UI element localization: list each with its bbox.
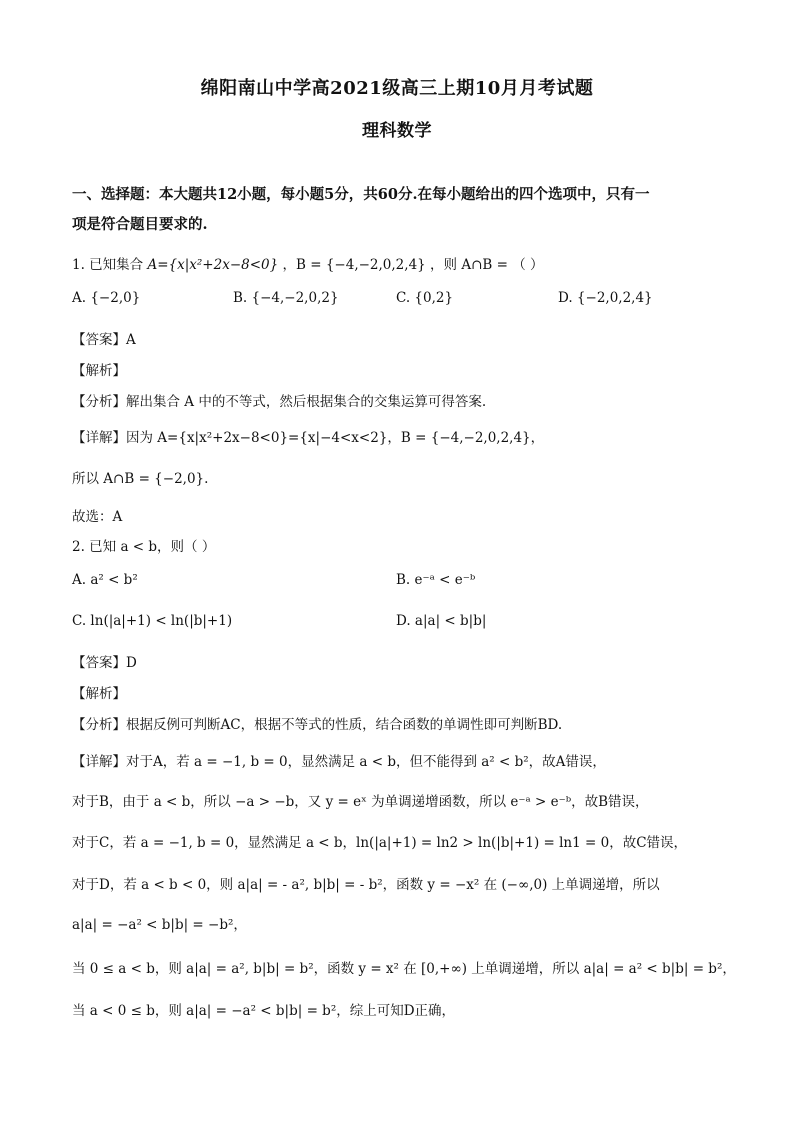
question-2-option-a: A. a² < b² [72,572,138,588]
question-1-option-c: C. {0,2} [396,290,454,306]
question-2-option-c: C. ln(|a|+1) < ln(|b|+1) [72,613,233,629]
question-1-detail: 【详解】因为 A={x|x²+2x−8<0}={x|−4<x<2}，B = {−4,−2,0,2,4}， [72,430,545,446]
question-2-option-d: D. a|a| < b|b| [396,613,487,629]
question-1-answer: 【答案】A [72,332,136,348]
question-1-stem [72,253,544,273]
question-2-analysis-label: 【解析】 [72,686,126,702]
question-2-analysis: 【分析】根据反例可判断AC，根据不等式的性质，结合函数的单调性即可判断BD. [72,717,563,733]
question-1-option-a: A. {−2,0} [72,290,141,306]
question-2-detail-c: 对于C，若 a = −1, b = 0，显然满足 a < b，ln(|a|+1) = ln2 > ln(|b|+1) = ln1 = 0，故C错误， [72,835,688,851]
question-2-detail-b: 对于B，由于 a < b，所以 −a > −b，又 y = eˣ 为单调递增函数，所以 e⁻ᵃ > e⁻ᵇ，故B错误， [72,794,649,810]
question-1-suffix: ，则 A∩B = （ ） [430,257,544,273]
question-2-option-b: B. e⁻ᵃ < e⁻ᵇ [396,572,476,588]
question-2-stem: 2. 已知 a < b，则（ ） [72,539,216,555]
question-2-answer: 【答案】D [72,655,137,671]
question-1-set-a: A={x|x²+2x−8<0} [147,257,279,273]
exam-subject: 理科数学 [362,121,432,141]
exam-title: 绵阳南山中学高2021级高三上期10月月考试题 [200,78,594,99]
question-1-analysis: 【分析】解出集合 A 中的不等式，然后根据集合的交集运算可得答案. [72,394,487,410]
question-2-detail-case-nonneg: 当 0 ≤ a < b，则 a|a| = a², b|b| = b²，函数 y = x² 在 [0,+∞) 上单调递增，所以 a|a| = a² < b|b| = b²， [72,961,736,977]
section-heading-line1: 一、选择题：本大题共12小题，每小题5分，共60分.在每小题给出的四个选项中，只有一 [72,186,650,203]
question-1-choice: 故选：A [72,509,123,525]
question-1-prefix: 1. 已知集合 [72,257,144,273]
question-2-detail-d-result: a|a| = −a² < b|b| = −b²， [72,917,247,933]
question-2-detail-d: 对于D，若 a < b < 0，则 a|a| = - a², b|b| = - b²，函数 y = −x² 在 (−∞,0) 上单调递增，所以 [72,877,660,893]
question-2-detail-case-mixed: 当 a < 0 ≤ b，则 a|a| = −a² < b|b| = b²，综上可知D正确， [72,1003,456,1019]
section-heading-line2: 项是符合题目要求的. [72,216,208,233]
question-1-analysis-label: 【解析】 [72,363,126,379]
question-1-set-b: ，B = {−4,−2,0,2,4} [282,257,426,273]
question-2-detail-a: 【详解】对于A，若 a = −1, b = 0，显然满足 a < b，但不能得到 a² < b²，故A错误， [72,754,606,770]
question-1-conclusion: 所以 A∩B = {−2,0}. [72,471,209,487]
question-1-option-d: D. {−2,0,2,4} [558,290,653,306]
question-1-option-b: B. {−4,−2,0,2} [233,290,339,306]
